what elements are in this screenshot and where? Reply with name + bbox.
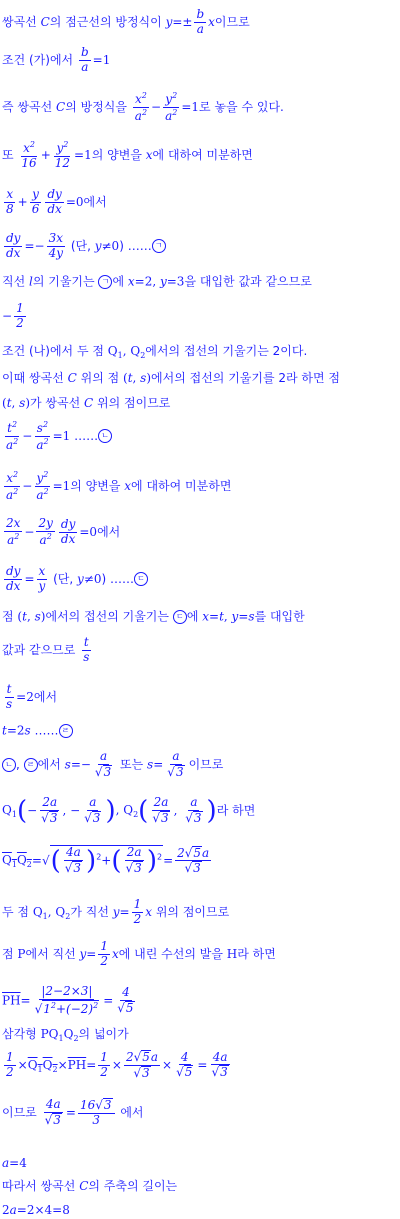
solution-line-23: 두 점 $Q_1$, $Q_2$가 직선 y= $\frac{1}{2}$ x 위의 점이므로 <box>2 897 230 926</box>
solution-line-9: 조건 (나)에서 두 점 $Q_1$, $Q_2$에서의 접선의 기울기는 2이다. <box>2 344 308 360</box>
solution-line-28: 이므로 $\frac{4a}{√3}$ = $\frac{16√3}{3}$ 에서 <box>2 1097 144 1127</box>
solution-line-10: 이때 쌍곡선 C 위의 점 (t, s)에서의 접선의 기울기를 2라 하면 점 <box>2 371 341 385</box>
solution-line-2: 조건 (가)에서 $\frac{b}{a}$ =1 <box>2 45 111 74</box>
solution-line-30: 따라서 쌍곡선 C의 주축의 길이는 <box>2 1179 178 1193</box>
solution-line-18: $\frac{t}{s}$ =2에서 <box>6 682 58 711</box>
solution-line-27: $\frac{1}{2}$ $\times Q_1Q_2\times\overline{PH}=$ $\frac{1}{2}$ × $\frac{2√5a}{√3}$ × $\frac{4}{√5}$ = $\frac{4a}{√3}$ <box>6 1049 228 1080</box>
solution-line-3: 즉 쌍곡선 C의 방정식을 $\frac{x^2}{a^2}$ − $\frac{y^2}{a^2}$ =1로 놓을 수 있다. <box>2 91 284 123</box>
solution-line-17: 값과 같으므로 $\frac{t}{s}$ <box>2 635 90 664</box>
solution-line-8: − $\frac{1}{2}$ <box>2 301 24 330</box>
solution-line-16: 점 (t, s)에서의 접선의 기울기는 ㄷ 에 x=t, y=s를 대입한 <box>2 609 305 624</box>
solution-line-11: (t, s)가 쌍곡선 C 위의 점이므로 <box>2 396 171 410</box>
solution-line-7: 직선 l의 기울기는 ㄱ 에 x=2, y=3을 대입한 값과 같으므로 <box>2 274 312 289</box>
solution-line-1: 쌍곡선 C의 점근선의 방정식이 y=± $\frac{b}{a}$ x이므로 <box>2 7 250 36</box>
solution-line-22: $Q_1Q_2=√$( $\frac{4a}{√3}$ )$^2$+( $\frac{2a}{√3}$ )$^2$= $\frac{2√5a}{√3}$ <box>2 845 210 876</box>
solution-line-25: $\overline{PH}=$ $\frac{|2-2\times 3|}{√1^2+(-2)^2}$ = $\frac{4}{√5}$ <box>2 984 134 1016</box>
solution-line-24: 점 P에서 직선 y= $\frac{1}{2}$ x에 내린 수선의 발을 H라 하면 <box>2 939 276 968</box>
solution-line-19: t=2s …… ㄹ <box>2 724 73 738</box>
solution-line-21: $Q_1(-$ $\frac{2a}{√3}$ , − $\frac{a}{√3}$ ), $Q_2$( $\frac{2a}{√3}$ , $\frac{a}{√3}$ )라 하면 <box>2 795 256 826</box>
solution-line-12: $\frac{t^2}{a^2}$ − $\frac{s^2}{a^2}$ =1 …… ㄴ <box>2 420 112 453</box>
solution-line-15: $\frac{dy}{dx}$ = $\frac{x}{y}$ (단, y≠0) …… ㄷ <box>2 565 148 594</box>
solution-line-5: $\frac{x}{8}$ + $\frac{y}{6}$ $\frac{dy}{dx}$ =0에서 <box>6 187 107 216</box>
solution-line-13: $\frac{x^2}{a^2}$ − $\frac{y^2}{a^2}$ =1의 양변을 x에 대하여 미분하면 <box>6 470 232 502</box>
solution-line-20: ㄴ , ㄹ 에서 s=− $\frac{a}{√3}$ 또는 s= $\frac{a}{√3}$ 이므로 <box>2 750 223 780</box>
solution-line-4: 또 $\frac{x^2}{16}$ + $\frac{y^2}{12}$ =1의 양변을 x에 대하여 미분하면 <box>2 140 253 170</box>
solution-line-29: a=4 <box>2 1156 27 1170</box>
solution-line-14: $\frac{2x}{a^2}$ − $\frac{2y}{a^2}$ $\frac{dy}{dx}$ =0에서 <box>6 516 121 547</box>
solution-line-31: 2a=2×4=8 <box>2 1203 70 1217</box>
solution-line-6: $\frac{dy}{dx}$ =− $\frac{3x}{4y}$ (단, y≠0) …… ㄱ <box>2 232 166 261</box>
solution-line-26: 삼각형 $PQ_1Q_2$의 넓이가 <box>2 1027 129 1043</box>
